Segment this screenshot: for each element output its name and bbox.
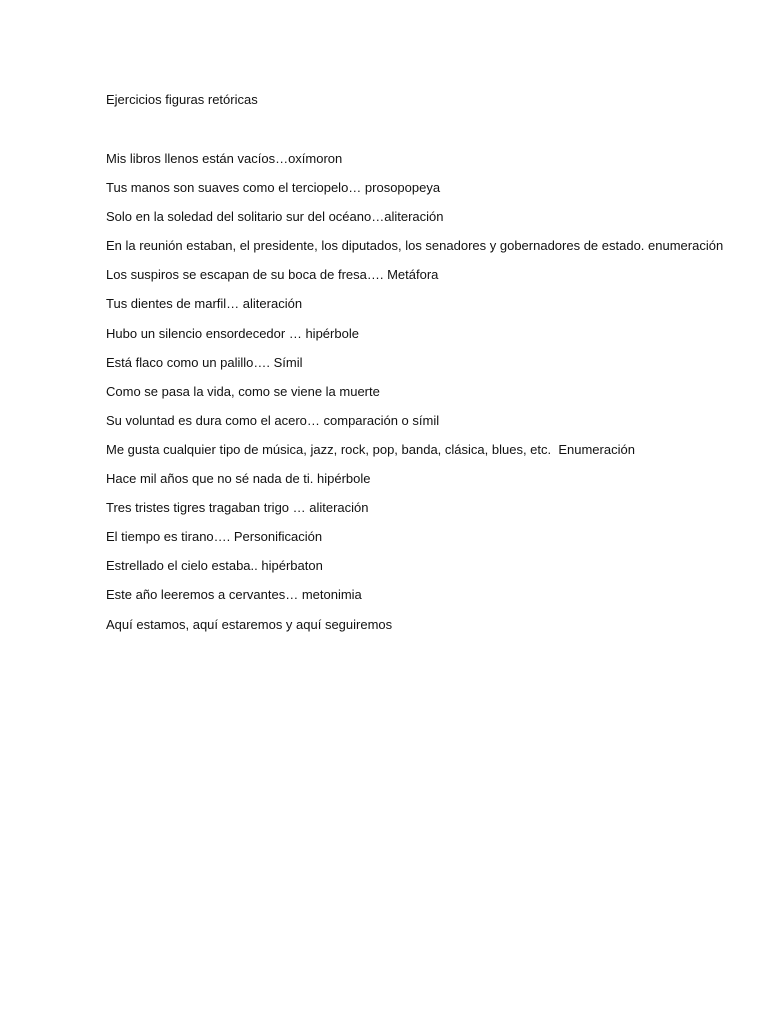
exercise-line: Como se pasa la vida, como se viene la muerte <box>106 383 380 399</box>
exercise-line: Está flaco como un palillo…. Símil <box>106 354 303 370</box>
exercise-line: Aquí estamos, aquí estaremos y aquí seguiremos <box>106 616 393 632</box>
exercise-line: Hace mil años que no sé nada de ti. hipérbole <box>106 471 371 487</box>
exercise-line: Estrellado el cielo estaba.. hipérbaton <box>106 558 323 574</box>
exercise-line: Mis libros llenos están vacíos…oxímoron <box>106 151 343 166</box>
exercise-list <box>106 150 723 645</box>
exercise-line: El tiempo es tirano…. Personificación <box>106 529 323 545</box>
exercise-line: Este año leeremos a cervantes… metonimia <box>106 587 362 603</box>
exercise-line: En la reunión estaban, el presidente, los diputados, los senadores y gobernadores de estado. enumeración <box>106 238 724 254</box>
exercise-line: Tus dientes de marfil… aliteración <box>106 296 303 312</box>
exercise-line: Su voluntad es dura como el acero… comparación o símil <box>106 412 440 428</box>
exercise-line: Los suspiros se escapan de su boca de fresa…. Metáfora <box>106 267 439 283</box>
document-title: Ejercicios figuras retóricas <box>106 92 258 107</box>
exercise-line: Me gusta cualquier tipo de música, jazz, rock, pop, banda, clásica, blues, etc. Enumeración <box>106 441 635 457</box>
exercise-line: Tus manos son suaves como el terciopelo… prosopopeya <box>106 180 441 196</box>
exercise-line: Hubo un silencio ensordecedor … hipérbole <box>106 325 359 341</box>
exercise-line: Solo en la soledad del solitario sur del océano…aliteración <box>106 209 444 225</box>
exercise-line: Tres tristes tigres tragaban trigo … aliteración <box>106 500 369 516</box>
